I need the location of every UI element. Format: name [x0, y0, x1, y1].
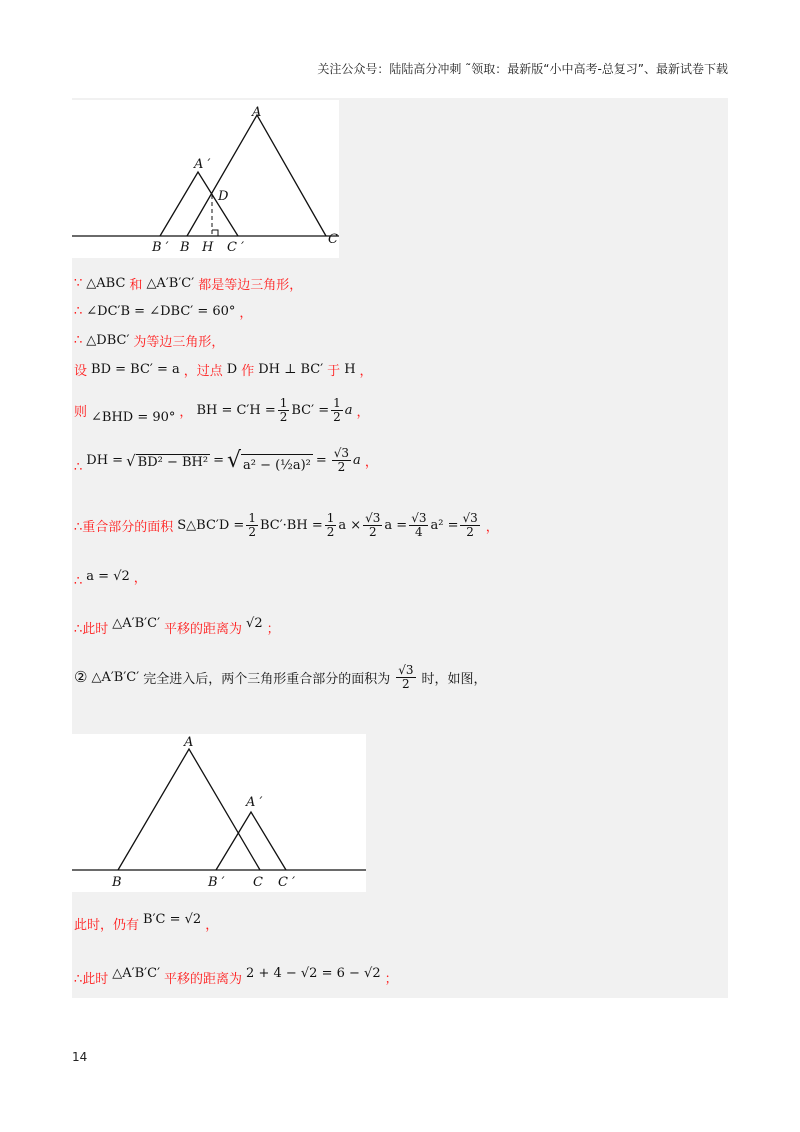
- text: ，: [364, 455, 378, 470]
- line-12: [74, 968, 398, 987]
- numerator: 1: [279, 396, 288, 411]
- text: ，: [485, 519, 499, 535]
- label-b-prime: B ′: [152, 240, 169, 255]
- math-part: a =: [384, 517, 408, 533]
- text: ∴此时: [74, 972, 109, 987]
- circled-number: ②: [74, 668, 88, 687]
- text: ，: [359, 364, 373, 379]
- line-7: [74, 512, 499, 538]
- text: ，过点: [183, 364, 223, 379]
- numerator: √3: [411, 511, 427, 525]
- math-part: BC′ =: [291, 403, 330, 418]
- text: 都是等边三角形，: [198, 278, 303, 293]
- math-part: a: [353, 453, 361, 468]
- math-part: =: [315, 453, 327, 468]
- math-h: H: [344, 362, 356, 377]
- numerator: √3: [398, 663, 414, 677]
- fraction: [246, 512, 258, 538]
- therefore-symbol: ∴: [74, 304, 83, 319]
- numerator: √3: [462, 511, 478, 525]
- math-area-value: [394, 664, 417, 690]
- label-b-prime: B ′: [208, 875, 225, 890]
- numerator: 1: [326, 511, 335, 525]
- fraction: [396, 664, 415, 690]
- label-c-prime: C ′: [227, 240, 245, 255]
- line-9: [74, 618, 280, 637]
- label-a-prime: A ′: [194, 157, 211, 172]
- text: ，: [205, 918, 219, 933]
- math-triangle-abc: △ABC: [86, 276, 126, 291]
- text: 则: [74, 405, 88, 420]
- label-a-prime: A ′: [246, 795, 263, 810]
- therefore-symbol: ∴: [74, 333, 83, 348]
- label-b: B: [112, 875, 122, 890]
- math-part: a² =: [430, 517, 459, 533]
- denominator: 2: [466, 524, 474, 539]
- text: 时，如图，: [421, 671, 487, 687]
- sqrt-1: √ BD² − BH²: [126, 451, 209, 470]
- figure-2: [72, 734, 366, 892]
- math-triangle-dbc: △DBC′: [86, 333, 130, 348]
- line-8: [74, 564, 147, 589]
- text: ，: [179, 405, 193, 420]
- text: 完全进入后，两个三角形重合部分的面积为: [143, 671, 391, 687]
- page-number: 14: [72, 1050, 88, 1064]
- fraction: [460, 512, 479, 538]
- text: 平移的距离为: [164, 622, 243, 637]
- therefore-symbol: ∴: [74, 574, 83, 589]
- text: 为等边三角形，: [133, 335, 225, 350]
- text: 此时，仍有: [74, 918, 140, 933]
- math-dh-value: [86, 447, 361, 473]
- denominator: 2: [333, 410, 341, 424]
- fraction: [363, 512, 382, 538]
- label-c: C: [253, 875, 263, 890]
- math-distance: 2 + 4 − √2 = 6 − √2: [246, 966, 381, 981]
- text: ，: [239, 306, 253, 321]
- label-a: A: [252, 105, 262, 120]
- math-part: =: [213, 453, 224, 468]
- fraction-half: [331, 397, 343, 423]
- therefore-symbol: ∴: [74, 460, 83, 475]
- label-h: H: [202, 240, 214, 255]
- text: 平移的距离为: [164, 972, 243, 987]
- denominator: 4: [415, 524, 423, 539]
- sqrt-2: √ a² − (½a)²: [227, 448, 311, 473]
- label-c-prime: C ′: [278, 875, 296, 890]
- denominator: 2: [368, 524, 377, 539]
- fraction-sqrt3-over-2: [332, 447, 351, 473]
- denominator: 2: [279, 410, 288, 424]
- math-bc: B′C = √2: [143, 912, 202, 927]
- text: 设: [74, 364, 88, 379]
- text: ；: [266, 622, 280, 637]
- numerator: 1: [248, 511, 256, 525]
- math-dh-perp: DH ⊥ BC′: [258, 362, 324, 377]
- line-2: [74, 302, 252, 321]
- numerator: √3: [333, 446, 350, 461]
- triangle-abc-prime: [216, 812, 286, 870]
- fraction: [409, 512, 428, 538]
- text: 于: [327, 364, 341, 379]
- label-a: A: [184, 735, 194, 750]
- figure-1: [72, 100, 339, 258]
- triangle-abc-prime: [160, 172, 238, 236]
- math-angles: ∠DC′B = ∠DBC′ = 60°: [86, 304, 236, 319]
- radicand: BD² − BH²: [137, 454, 209, 470]
- page-header: 关注公众号：陆陆高分冲刺 ˜领取：最新版“小中高考-总复习”、最新试卷下载: [317, 62, 728, 76]
- figure-2-diagram: [72, 734, 366, 892]
- math-triangle: △A′B′C′: [112, 966, 161, 981]
- line-1: [74, 274, 302, 293]
- denominator: 2: [326, 524, 335, 539]
- line-6: [74, 446, 378, 475]
- math-bh: [196, 397, 352, 423]
- math-distance: √2: [246, 616, 263, 631]
- line-11: [74, 914, 218, 933]
- math-triangle: △A′B′C′: [112, 616, 161, 631]
- text: 和: [129, 278, 143, 293]
- math-bd: BD = BC′ = a: [91, 362, 180, 377]
- math-part: BC′·BH =: [259, 517, 323, 533]
- text: ∴重合部分的面积: [74, 519, 174, 535]
- denominator: 2: [402, 676, 410, 691]
- denominator: 2: [248, 524, 256, 539]
- label-b: B: [180, 240, 190, 255]
- numerator: 1: [333, 396, 341, 411]
- math-part: DH =: [86, 453, 124, 468]
- line-4: [74, 360, 373, 379]
- fraction: [325, 512, 337, 538]
- line-5: [74, 396, 370, 425]
- line-10: [74, 664, 487, 690]
- denominator: 2: [337, 460, 346, 474]
- math-d: D: [226, 362, 238, 377]
- triangle-abc: [187, 115, 326, 236]
- text: ，: [133, 571, 147, 586]
- text: ∴此时: [74, 622, 109, 637]
- math-part: a ×: [338, 517, 362, 533]
- math-part: S△BC′D =: [177, 517, 245, 533]
- label-d: D: [218, 189, 229, 204]
- right-angle-mark: [212, 230, 218, 236]
- math-area: [177, 512, 481, 538]
- math-triangle-abc-prime: △A′B′C′: [146, 276, 195, 291]
- math-angle-bhd: ∠BHD = 90°: [91, 410, 176, 425]
- text: 作: [241, 364, 255, 379]
- triangle-abc: [118, 749, 260, 870]
- radicand: a² − (½a)²: [241, 454, 313, 473]
- math-part: a: [344, 403, 353, 418]
- math-part: BH = C′H =: [196, 403, 276, 418]
- because-symbol: ∵: [74, 276, 83, 291]
- label-c: C: [328, 232, 338, 247]
- fraction-half: [278, 397, 290, 423]
- figure-1-diagram: [72, 100, 339, 258]
- math-a-value: a = √2: [86, 569, 130, 584]
- numerator: √3: [365, 511, 381, 525]
- text: ；: [384, 972, 398, 987]
- math-triangle: △A′B′C′: [91, 669, 140, 685]
- text: ，: [356, 405, 370, 420]
- line-3: [74, 331, 224, 350]
